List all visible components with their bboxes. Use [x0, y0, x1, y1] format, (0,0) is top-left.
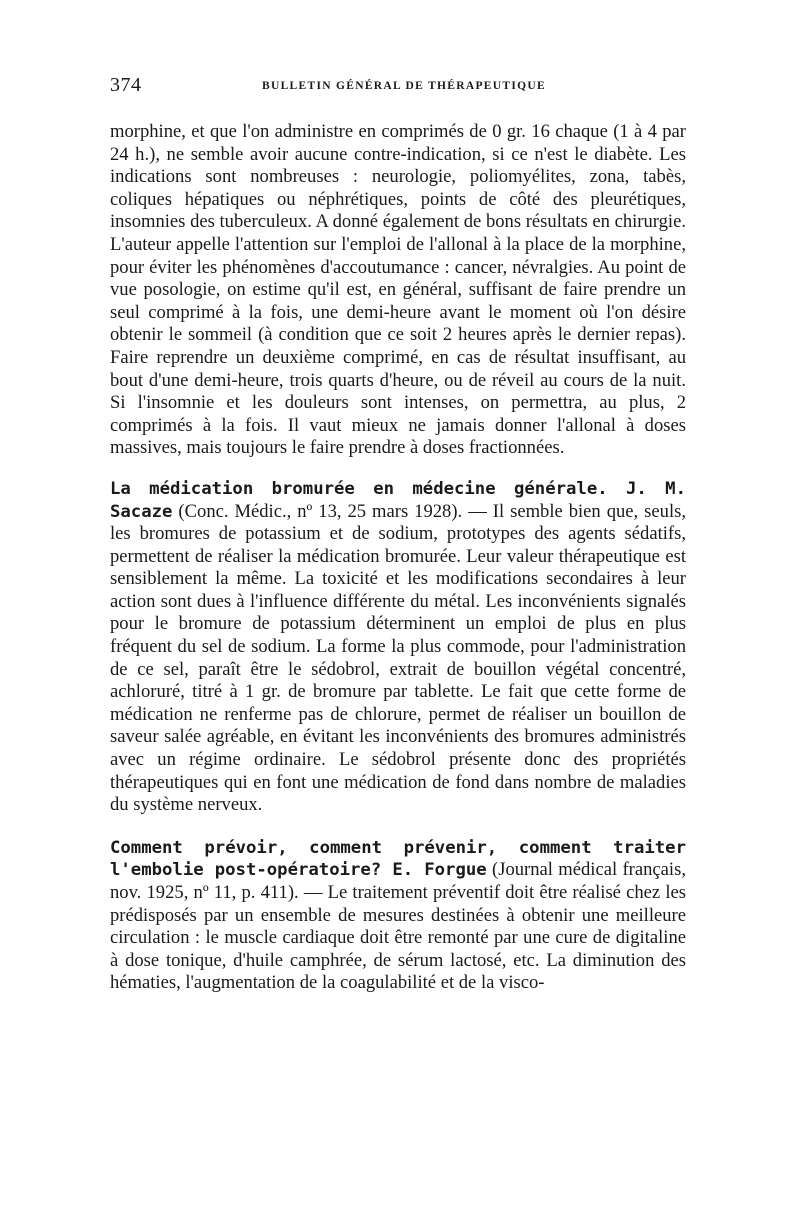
article-title: La médication bromurée en médecine générale. J. M. Sacaze [110, 478, 686, 522]
running-head [110, 74, 686, 98]
article-bromide-medication [110, 478, 686, 817]
article-body: — Le traitement préventif doit être réalisé chez les prédisposés par un ensemble de mesures destinées à obtenir une meilleure circulation : le muscle cardiaque doit être remonté par une cure de digitaline à dose tonique, d'huile camphrée, de sérum lactosé, etc. La diminution des hématies, l'augmentation de la coagulabilité et de la visco- [110, 882, 686, 994]
article-body: — Il semble bien que, seuls, les bromures de potassium et de sodium, prototypes des agents sédatifs, permettent de réaliser la médication bromurée. Leur valeur thérapeutique est sensiblement la même. La toxicité et les modifications secondaires à leur action sont dues à l'influence différente du métal. Les inconvénients signalés pour le bromure de potassium déterminent un emploi de plus en plus fréquent du sel de sodium. La forme la plus commode, pour l'administration de ce sel, paraît être le sédobrol, extrait de bouillon végétal concentré, achloruré, titré à 1 gr. de bromure par tablette. Le fait que cette forme de médication ne renferme pas de chlorure, permet de réaliser un bouillon de saveur salée agréable, en évitant les inconvénients des bromures administrés avec un régime ordinaire. Le sédobrol présente donc des propriétés thérapeutiques qui en font une médication de fond dans nombre de maladies du système nerveux. [110, 500, 686, 816]
article-postoperative-embolism [110, 837, 686, 995]
document-page [110, 74, 686, 995]
paragraph-continuation: morphine, et que l'on administre en comprimés de 0 gr. 16 chaque (1 à 4 par 24 h.), ne semble avoir aucune contre-indication, si ce n'est le diabète. Les indications sont nombreuses : neurologie, poliomyélites, zona, tabès, coliques hépatiques ou néphrétiques, points de côté des pleurétiques, insomnies des tuberculeux. A donné également de bons résultats en chirurgie. L'auteur appelle l'attention sur l'emploi de l'allonal à la place de la morphine, pour éviter les phénomènes d'accoutumance : cancer, névralgies. Au point de vue posologie, on estime qu'il est, en général, suffisant de faire prendre un seul comprimé à la fois, une demi-heure avant le moment où l'on désire obtenir le sommeil (à condition que ce soit 2 heures après le dernier repas). Faire reprendre un deuxième comprimé, en cas de résultat insuffisant, au bout d'une demi-heure, trois quarts d'heure, ou de réveil au cours de la nuit. Si l'insomnie et les douleurs sont intenses, on permettra, au plus, 2 comprimés à la fois. Il vaut mieux ne jamais donner l'allonal à doses massives, mais toujours le faire prendre à doses fractionnées. [110, 121, 686, 459]
article-source: (Journal médical français, nov. 1925, nº 11, p. 411). [110, 859, 686, 903]
running-title: BULLETIN GÉNÉRAL DE THÉRAPEUTIQUE [262, 80, 546, 92]
article-title: Comment prévoir, comment prévenir, comment traiter l'embolie post-opératoire? E. Forgue [110, 837, 686, 881]
article-source: (Conc. Médic., nº 13, 25 mars 1928). [178, 500, 463, 522]
page-number: 374 [110, 74, 142, 96]
